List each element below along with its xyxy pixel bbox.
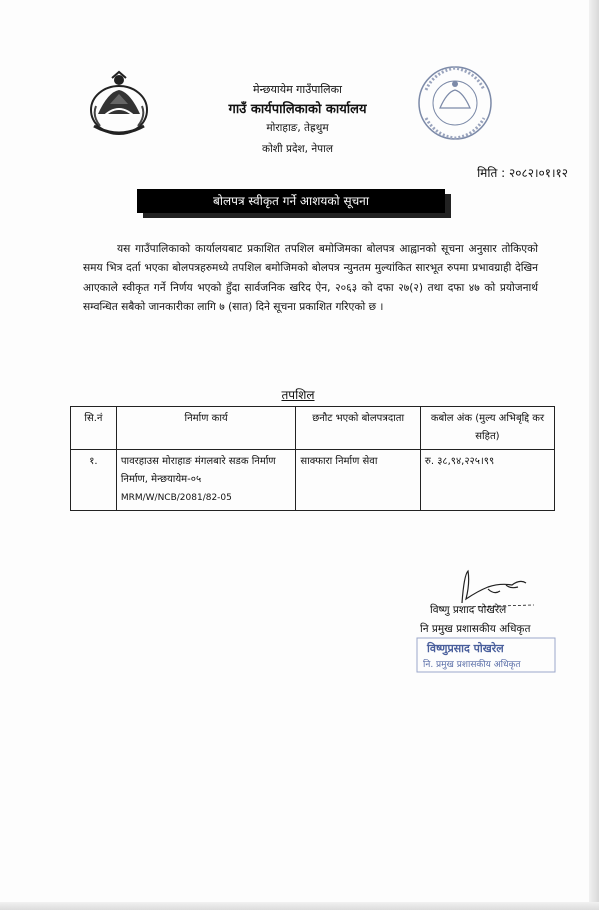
notice-body: यस गाउँपालिकाको कार्यालयबाट प्रकाशित तपशिल बमोजिमका बोलपत्र आह्वानको सूचना अनुसार तोकिएको समय भित्र दर्ता भएका बोलपत्रहरुमध्ये तपशिल बमोजिमको बोलपत्र न्युनतम मुल्यांकित सारभूत रुपमा प्रभावग्राही देखिन आएकाले स्वीकृत गर्ने निर्णय भएको हुँदा सार्वजनिक खरिद ऐन, २०६३ को दफा २७(२) तथा दफा ४७ को प्रयोजनार्थ सम्वन्धित सबैको जानकारीका लागि ७ (सात) दिने सूचना प्रकाशित गरिएको छ । xyxy=(83,243,538,314)
stamp-name: विष्णुप्रसाद पोखरेल xyxy=(427,642,504,655)
office-province: कोशी प्रदेश, नेपाल xyxy=(262,143,333,155)
row-work xyxy=(116,450,296,511)
details-table xyxy=(70,406,555,511)
notice-title-banner xyxy=(137,189,449,215)
municipality-name: मेन्छयायेम गाउँपालिका xyxy=(253,83,342,96)
table-row xyxy=(71,450,555,511)
row-work-name: पावरहाउस मोराहाङ मंगलबारे सडक निर्माण निर्माण, मेन्छयायेम-०५ xyxy=(120,456,276,485)
office-seal-icon xyxy=(414,62,496,144)
row-bidder: साक्फारा निर्माण सेवा xyxy=(296,450,420,511)
office-name: गाउँ कार्यपालिकाको कार्यालय xyxy=(228,102,367,117)
stamp-designation: नि. प्रमुख प्रशासकीय अधिकृत xyxy=(423,660,521,670)
office-address: मोराहाङ, तेह्रथुम xyxy=(266,122,329,134)
col-amount: कबोल अंक (मुल्य अभिबृद्दि कर सहित) xyxy=(420,407,554,450)
nepal-emblem-icon xyxy=(88,70,150,136)
row-amount: रु. ३८,९४,२२५।९९ xyxy=(420,450,554,511)
col-work: निर्माण कार्य xyxy=(116,407,296,450)
notice-date: मिति : २०८२।०१।१२ xyxy=(477,166,568,180)
table-title: तपशिल xyxy=(281,388,315,402)
col-bidder: छनौट भएको बोलपत्रदाता xyxy=(296,407,420,450)
notice-title: बोलपत्र स्वीकृत गर्ने आशयको सूचना xyxy=(137,189,445,213)
signatory-name: विष्णु प्रशाद पोखरेल xyxy=(430,604,507,616)
official-stamp xyxy=(415,636,560,674)
row-serial: १. xyxy=(71,450,117,511)
signatory-designation: नि प्रमुख प्रशासकीय अधिकृत xyxy=(420,623,531,635)
page-edge-shadow xyxy=(589,0,599,910)
row-work-code: MRM/W/NCB/2081/82-05 xyxy=(120,493,232,503)
col-serial: सि.नं xyxy=(71,407,117,450)
page-bottom-shadow xyxy=(0,902,599,910)
table-header-row xyxy=(71,407,555,450)
